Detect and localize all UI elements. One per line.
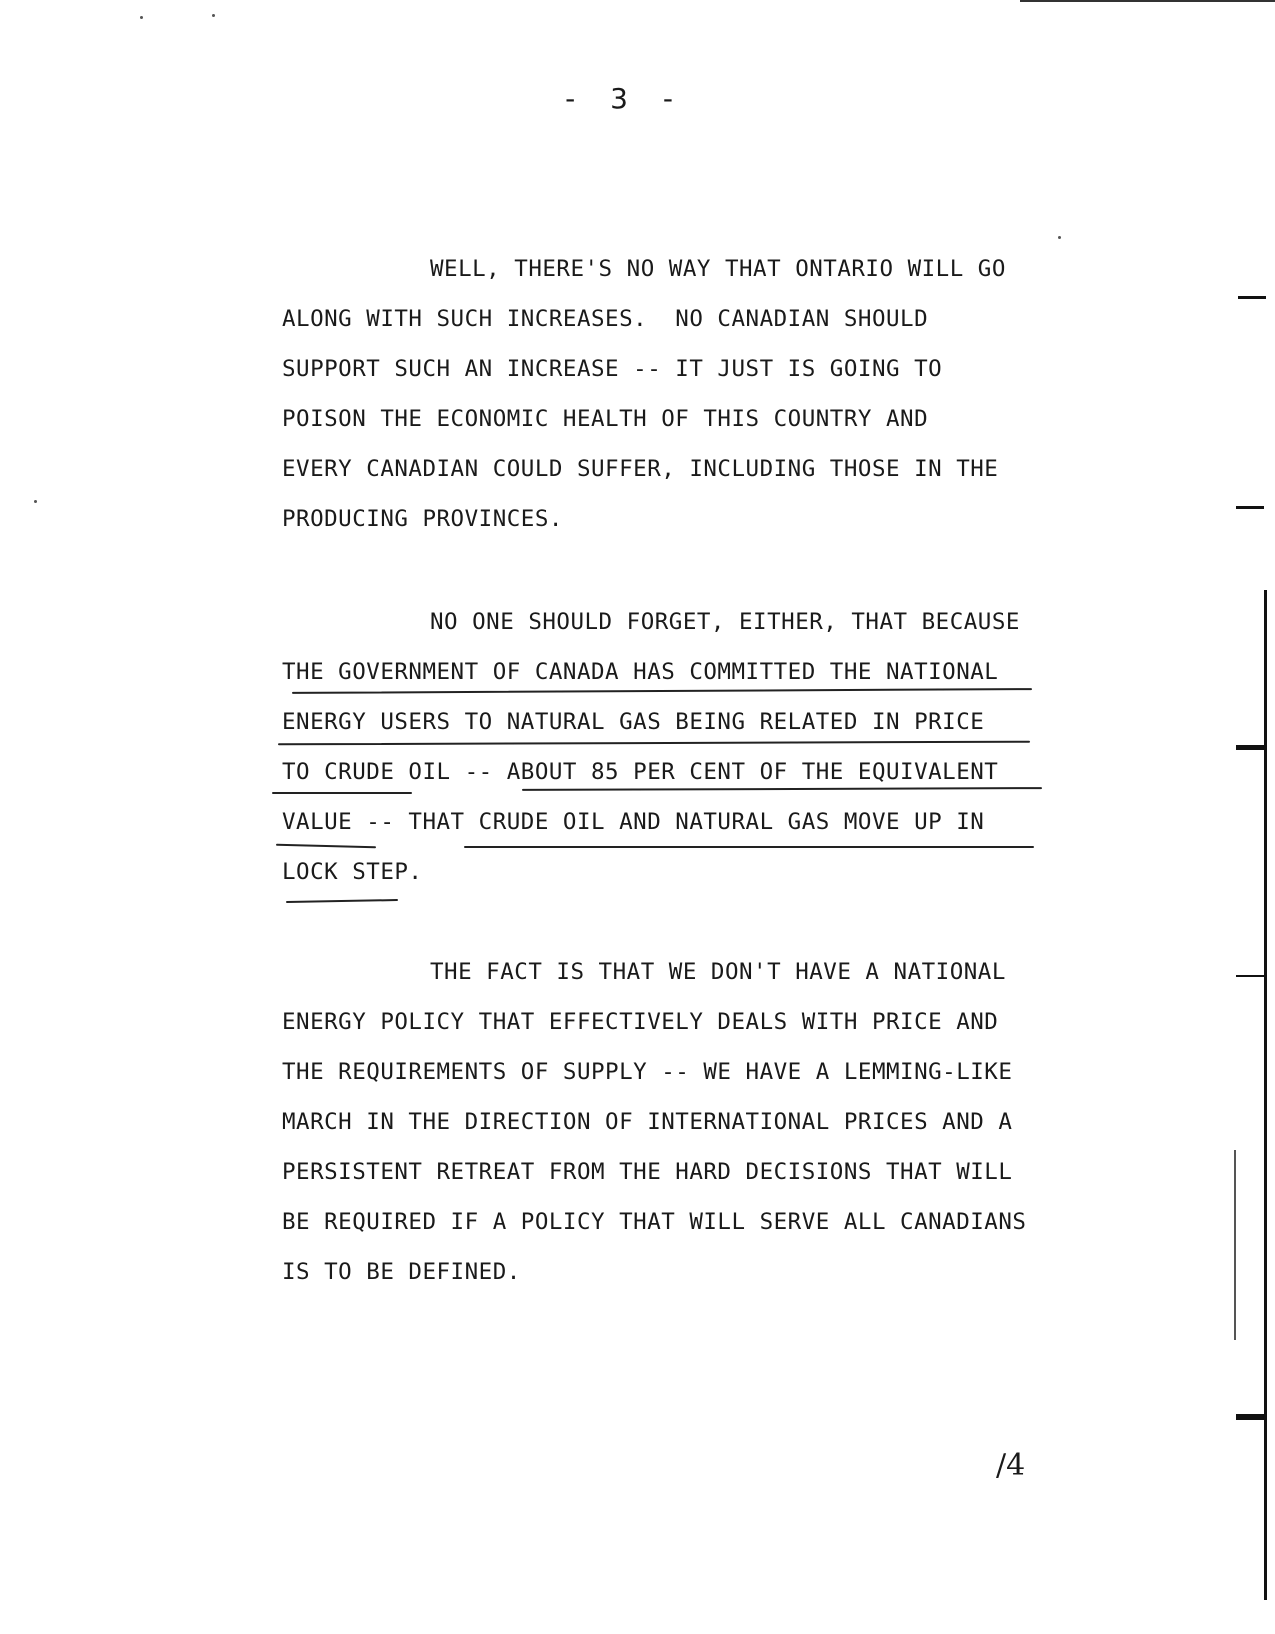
handwritten-underline xyxy=(464,846,1034,848)
paragraph-line: VALUE -- THAT CRUDE OIL AND NATURAL GAS MOVE UP IN xyxy=(282,809,985,835)
scan-speck xyxy=(34,500,37,503)
paragraph-3 xyxy=(282,947,1102,1297)
paragraph-line: PRODUCING PROVINCES. xyxy=(282,506,563,532)
scan-speck xyxy=(212,14,215,17)
paragraph-line: LOCK STEP. xyxy=(282,859,423,885)
paragraph-line: THE GOVERNMENT OF CANADA HAS COMMITTED THE NATIONAL xyxy=(282,659,999,685)
paragraph-line: THE FACT IS THAT WE DON'T HAVE A NATIONAL xyxy=(430,959,1006,985)
scan-speck xyxy=(1058,236,1061,239)
paragraph-line: SUPPORT SUCH AN INCREASE -- IT JUST IS GOING TO xyxy=(282,356,943,382)
paragraph-line: EVERY CANADIAN COULD SUFFER, INCLUDING THOSE IN THE xyxy=(282,456,999,482)
scan-edge-mark xyxy=(1238,296,1266,299)
paragraph-line: ENERGY POLICY THAT EFFECTIVELY DEALS WITH PRICE AND xyxy=(282,1009,999,1035)
scan-edge-mark xyxy=(1236,506,1264,509)
paragraph-line: PERSISTENT RETREAT FROM THE HARD DECISIONS THAT WILL xyxy=(282,1159,1013,1185)
handwritten-underline xyxy=(286,899,398,903)
scan-edge-mark xyxy=(1236,975,1266,977)
paragraph-line: ALONG WITH SUCH INCREASES. NO CANADIAN SHOULD xyxy=(282,306,929,332)
page-number-dash-right: - xyxy=(662,82,675,115)
paragraph-line: ENERGY USERS TO NATURAL GAS BEING RELATED IN PRICE xyxy=(282,709,985,735)
paragraph-1 xyxy=(282,244,1102,544)
page-number xyxy=(0,82,1240,115)
paragraph-line: NO ONE SHOULD FORGET, EITHER, THAT BECAUSE xyxy=(430,609,1020,635)
paragraph-2 xyxy=(282,597,1102,897)
paragraph-line: BE REQUIRED IF A POLICY THAT WILL SERVE ALL CANADIANS xyxy=(282,1209,1027,1235)
scan-speck xyxy=(140,16,143,19)
paragraph-line: IS TO BE DEFINED. xyxy=(282,1259,521,1285)
paragraph-line: WELL, THERE'S NO WAY THAT ONTARIO WILL GO xyxy=(430,256,1006,282)
paragraph-line: MARCH IN THE DIRECTION OF INTERNATIONAL PRICES AND A xyxy=(282,1109,1013,1135)
page-number-value: 3 xyxy=(610,82,630,115)
paragraph-line: TO CRUDE OIL -- ABOUT 85 PER CENT OF THE EQUIVALENT xyxy=(282,759,999,785)
page-number-dash-left: - xyxy=(565,82,578,115)
paragraph-line: POISON THE ECONOMIC HEALTH OF THIS COUNTRY AND xyxy=(282,406,929,432)
scan-edge-mark xyxy=(1264,590,1267,1600)
scan-edge-line xyxy=(1020,0,1275,2)
paragraph-line: THE REQUIREMENTS OF SUPPLY -- WE HAVE A LEMMING-LIKE xyxy=(282,1059,1013,1085)
continuation-marker: /4 xyxy=(996,1448,1026,1483)
scan-edge-mark xyxy=(1236,745,1264,750)
handwritten-underline xyxy=(272,792,412,794)
scan-edge-mark xyxy=(1236,1414,1264,1420)
scan-edge-mark xyxy=(1234,1150,1236,1340)
